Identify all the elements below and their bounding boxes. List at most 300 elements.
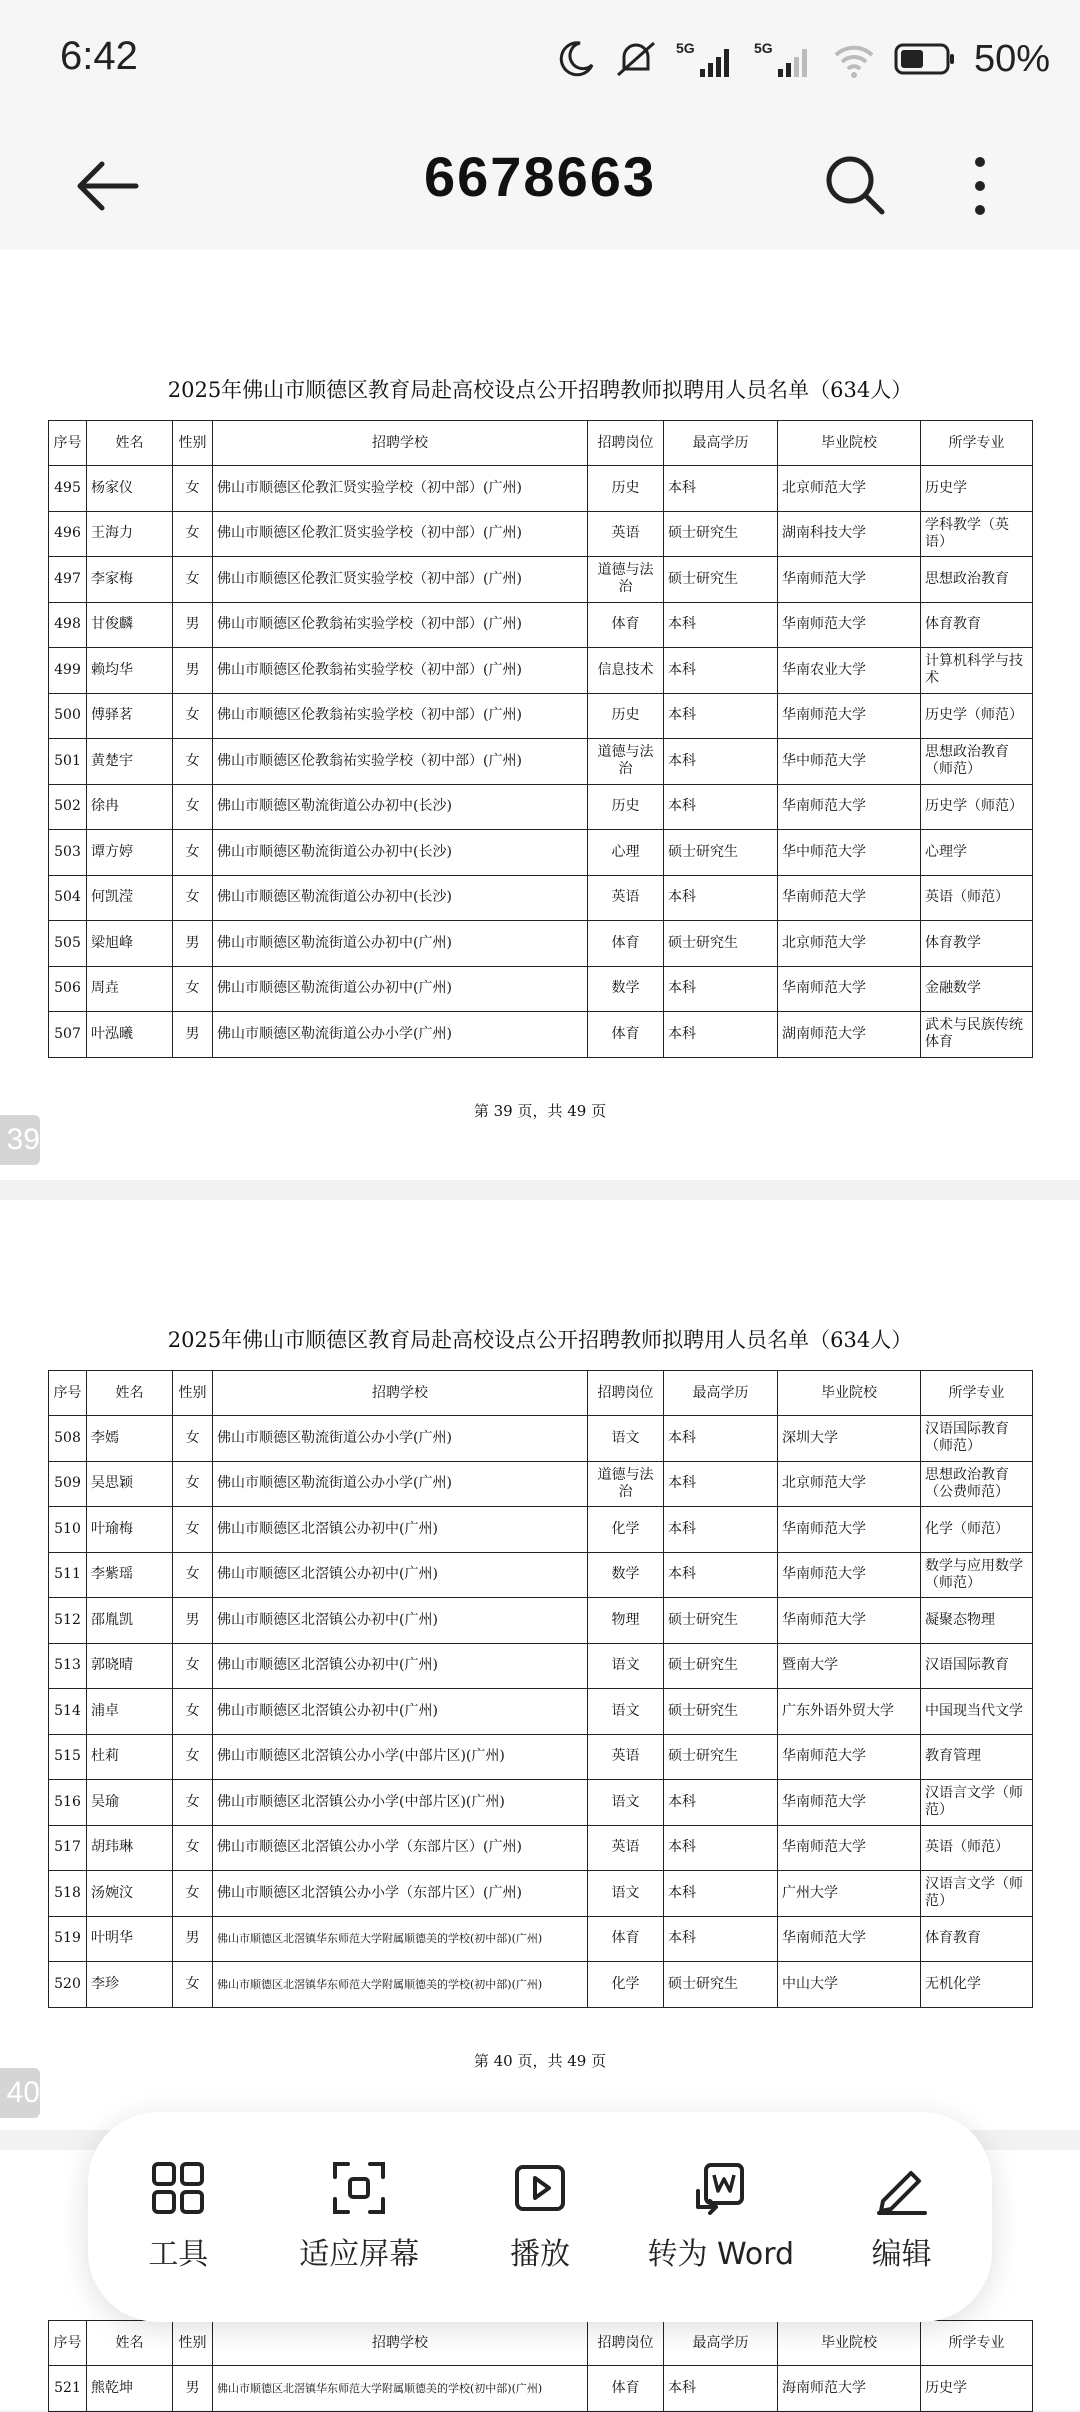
cell-school: 佛山市顺德区北滘镇公办初中(广州) — [213, 1643, 588, 1689]
cell-school: 佛山市顺德区伦教翁祐实验学校（初中部）(广州) — [213, 648, 588, 694]
cell-school: 佛山市顺德区勒流街道公办初中(长沙) — [213, 784, 588, 830]
cell-name: 李家梅 — [87, 557, 173, 603]
edit-button[interactable] — [817, 2161, 987, 2273]
table-row — [49, 693, 1033, 739]
cell-school: 佛山市顺德区北滘镇公办初中(广州) — [213, 1689, 588, 1735]
table-row — [49, 1461, 1033, 1507]
cell-position: 英语 — [588, 1825, 664, 1871]
cell-name: 汤婉汶 — [87, 1871, 173, 1917]
table-header-row — [49, 1371, 1033, 1416]
cell-graduate-school: 华中师范大学 — [778, 830, 921, 876]
cell-education: 硕士研究生 — [664, 1598, 778, 1644]
table-row — [49, 1598, 1033, 1644]
cell-name: 傅驿茗 — [87, 693, 173, 739]
header-cell: 招聘学校 — [213, 1371, 588, 1416]
cell-number: 495 — [49, 466, 87, 512]
cell-major: 金融数学 — [921, 966, 1033, 1012]
cell-number: 515 — [49, 1734, 87, 1780]
cell-gender: 男 — [173, 2366, 213, 2412]
table-row — [49, 739, 1033, 785]
header-cell: 姓名 — [87, 2321, 173, 2366]
header-cell: 序号 — [49, 421, 87, 466]
status-bar — [0, 0, 1080, 120]
cell-name: 李嫣 — [87, 1416, 173, 1462]
cell-number: 509 — [49, 1461, 87, 1507]
cell-major: 武术与民族传统体育 — [921, 1012, 1033, 1058]
cell-education: 硕士研究生 — [664, 1643, 778, 1689]
header-cell: 所学专业 — [921, 421, 1033, 466]
page-title: 2025年佛山市顺德区教育局赴高校设点公开招聘教师拟聘用人员名单（634人） — [167, 1328, 913, 1352]
cell-school: 佛山市顺德区伦教翁祐实验学校（初中部）(广州) — [213, 693, 588, 739]
cell-number: 516 — [49, 1780, 87, 1826]
table-row — [49, 648, 1033, 694]
cell-number: 518 — [49, 1871, 87, 1917]
tool-label: 播放 — [509, 2237, 570, 2272]
cell-graduate-school: 华南师范大学 — [778, 557, 921, 603]
cell-major: 汉语言文学（师范） — [921, 1780, 1033, 1826]
cell-gender: 女 — [173, 784, 213, 830]
cell-graduate-school: 暨南大学 — [778, 1643, 921, 1689]
cell-education: 硕士研究生 — [664, 1734, 778, 1780]
cell-education: 硕士研究生 — [664, 1962, 778, 2008]
cell-major: 心理学 — [921, 830, 1033, 876]
page-footer: 第 39 页，共 49 页 — [473, 1102, 607, 1120]
convert-word-icon — [694, 2161, 748, 2215]
cell-major: 中国现当代文学 — [921, 1689, 1033, 1735]
cell-number: 498 — [49, 602, 87, 648]
cell-graduate-school: 海南师范大学 — [778, 2366, 921, 2412]
table-row — [49, 1507, 1033, 1553]
cell-education: 本科 — [664, 693, 778, 739]
cell-school: 佛山市顺德区伦教汇贤实验学校（初中部）(广州) — [213, 511, 588, 557]
table-row — [49, 511, 1033, 557]
battery-icon — [894, 42, 956, 76]
table-row — [49, 1689, 1033, 1735]
cell-name: 叶瑜梅 — [87, 1507, 173, 1553]
cell-number: 521 — [49, 2366, 87, 2412]
cell-education: 本科 — [664, 1507, 778, 1553]
cell-education: 本科 — [664, 1552, 778, 1598]
cell-school: 佛山市顺德区勒流街道公办小学(广州) — [213, 1416, 588, 1462]
cell-graduate-school: 华中师范大学 — [778, 739, 921, 785]
cell-position: 体育 — [588, 1012, 664, 1058]
header-cell: 招聘岗位 — [588, 1371, 664, 1416]
mute-icon — [614, 39, 658, 79]
table-row — [49, 557, 1033, 603]
cell-gender: 女 — [173, 1461, 213, 1507]
signal-5g-icon — [676, 39, 736, 79]
cell-education: 本科 — [664, 466, 778, 512]
cell-major: 体育教学 — [921, 921, 1033, 967]
table-row — [49, 602, 1033, 648]
cell-name: 黄楚宇 — [87, 739, 173, 785]
cell-school: 佛山市顺德区北滘镇公办初中(广州) — [213, 1598, 588, 1644]
cell-name: 李珍 — [87, 1962, 173, 2008]
cell-number: 500 — [49, 693, 87, 739]
cell-gender: 男 — [173, 1598, 213, 1644]
cell-graduate-school: 华南师范大学 — [778, 875, 921, 921]
cell-education: 本科 — [664, 1012, 778, 1058]
header-cell: 招聘学校 — [213, 421, 588, 466]
cell-name: 胡玮琳 — [87, 1825, 173, 1871]
cell-major: 思想政治教育 — [921, 557, 1033, 603]
header-cell: 序号 — [49, 1371, 87, 1416]
cell-position: 心理 — [588, 830, 664, 876]
cell-school: 佛山市顺德区北滘镇公办初中(广州) — [213, 1507, 588, 1553]
cell-major: 思想政治教育（师范） — [921, 739, 1033, 785]
cell-major: 学科教学（英语） — [921, 511, 1033, 557]
cell-position: 历史 — [588, 693, 664, 739]
cell-school: 佛山市顺德区勒流街道公办初中(广州) — [213, 921, 588, 967]
header-cell: 姓名 — [87, 1371, 173, 1416]
cell-position: 语文 — [588, 1871, 664, 1917]
table-row — [49, 921, 1033, 967]
tool-label: 转为 Word — [647, 2237, 795, 2272]
pencil-icon — [875, 2161, 929, 2215]
cell-number: 508 — [49, 1416, 87, 1462]
cell-gender: 女 — [173, 466, 213, 512]
cell-major: 汉语言文学（师范） — [921, 1871, 1033, 1917]
cell-education: 本科 — [664, 966, 778, 1012]
cell-position: 体育 — [588, 1916, 664, 1962]
cell-education: 硕士研究生 — [664, 511, 778, 557]
bottom-toolbar — [88, 2112, 992, 2322]
cell-gender: 女 — [173, 1416, 213, 1462]
cell-school: 佛山市顺德区勒流街道公办小学(广州) — [213, 1461, 588, 1507]
cell-position: 英语 — [588, 511, 664, 557]
roster-table — [48, 420, 1033, 1058]
roster-table — [48, 1370, 1033, 2008]
header-cell: 毕业院校 — [778, 421, 921, 466]
cell-graduate-school: 华南师范大学 — [778, 1552, 921, 1598]
cell-number: 517 — [49, 1825, 87, 1871]
table-row — [49, 1734, 1033, 1780]
cell-school: 佛山市顺德区伦教汇贤实验学校（初中部）(广州) — [213, 557, 588, 603]
cell-gender: 女 — [173, 557, 213, 603]
cell-name: 赖均华 — [87, 648, 173, 694]
more-options-button[interactable] — [960, 146, 1000, 226]
cell-major: 历史学（师范） — [921, 784, 1033, 830]
cell-education: 本科 — [664, 602, 778, 648]
tool-label: 编辑 — [871, 2237, 932, 2272]
cell-education: 本科 — [664, 1461, 778, 1507]
header-cell: 最高学历 — [664, 2321, 778, 2366]
cell-gender: 女 — [173, 1689, 213, 1735]
fit-screen-button[interactable] — [274, 2161, 444, 2273]
cell-school: 佛山市顺德区北滘镇华东师范大学附属顺德美的学校(初中部)(广州) — [213, 2366, 588, 2412]
cell-number: 504 — [49, 875, 87, 921]
cell-gender: 女 — [173, 1507, 213, 1553]
tool-label: 工具 — [148, 2237, 209, 2272]
cell-education: 本科 — [664, 1825, 778, 1871]
cell-education: 本科 — [664, 648, 778, 694]
document-page — [0, 250, 1080, 1180]
cell-gender: 男 — [173, 1916, 213, 1962]
cell-position: 历史 — [588, 466, 664, 512]
header-cell: 招聘岗位 — [588, 421, 664, 466]
cell-number: 499 — [49, 648, 87, 694]
header-cell: 性别 — [173, 2321, 213, 2366]
cell-number: 513 — [49, 1643, 87, 1689]
cell-name: 吴瑜 — [87, 1780, 173, 1826]
signal-5g-icon-2 — [754, 39, 814, 79]
cell-gender: 女 — [173, 1780, 213, 1826]
cell-name: 梁旭峰 — [87, 921, 173, 967]
cell-number: 512 — [49, 1598, 87, 1644]
cell-gender: 女 — [173, 693, 213, 739]
table-row — [49, 1916, 1033, 1962]
cell-number: 496 — [49, 511, 87, 557]
cell-graduate-school: 华南农业大学 — [778, 648, 921, 694]
table-row — [49, 1825, 1033, 1871]
cell-position: 历史 — [588, 784, 664, 830]
cell-education: 本科 — [664, 875, 778, 921]
wifi-icon — [832, 39, 876, 79]
cell-name: 杨家仪 — [87, 466, 173, 512]
cell-school: 佛山市顺德区勒流街道公办初中(广州) — [213, 966, 588, 1012]
cell-name: 谭方婷 — [87, 830, 173, 876]
cell-graduate-school: 华南师范大学 — [778, 1825, 921, 1871]
cell-school: 佛山市顺德区伦教翁祐实验学校（初中部）(广州) — [213, 602, 588, 648]
header-cell: 最高学历 — [664, 1371, 778, 1416]
cell-name: 徐冉 — [87, 784, 173, 830]
cell-education: 硕士研究生 — [664, 557, 778, 603]
cell-major: 体育教育 — [921, 602, 1033, 648]
cell-name: 周垚 — [87, 966, 173, 1012]
cell-gender: 女 — [173, 1552, 213, 1598]
cell-gender: 女 — [173, 739, 213, 785]
cell-major: 化学（师范） — [921, 1507, 1033, 1553]
cell-name: 邵胤凯 — [87, 1598, 173, 1644]
cell-major: 数学与应用数学（师范） — [921, 1552, 1033, 1598]
cell-number: 519 — [49, 1916, 87, 1962]
cell-gender: 女 — [173, 875, 213, 921]
cell-position: 数学 — [588, 966, 664, 1012]
cell-major: 英语（师范） — [921, 1825, 1033, 1871]
cell-gender: 女 — [173, 1825, 213, 1871]
header-cell: 毕业院校 — [778, 2321, 921, 2366]
table-row — [49, 466, 1033, 512]
cell-position: 信息技术 — [588, 648, 664, 694]
header-cell: 姓名 — [87, 421, 173, 466]
cell-major: 体育教育 — [921, 1916, 1033, 1962]
cell-number: 510 — [49, 1507, 87, 1553]
cell-education: 本科 — [664, 2366, 778, 2412]
header-cell: 最高学历 — [664, 421, 778, 466]
cell-major: 历史学（师范） — [921, 693, 1033, 739]
table-body — [49, 466, 1033, 1058]
cell-gender: 女 — [173, 966, 213, 1012]
cell-name: 杜莉 — [87, 1734, 173, 1780]
cell-number: 507 — [49, 1012, 87, 1058]
cell-school: 佛山市顺德区勒流街道公办小学(广州) — [213, 1012, 588, 1058]
cell-gender: 女 — [173, 830, 213, 876]
cell-gender: 女 — [173, 1734, 213, 1780]
cell-name: 甘俊麟 — [87, 602, 173, 648]
grid-icon — [151, 2161, 205, 2215]
table-header-row — [49, 2321, 1033, 2366]
cell-major: 无机化学 — [921, 1962, 1033, 2008]
header-cell: 毕业院校 — [778, 1371, 921, 1416]
cell-education: 本科 — [664, 1916, 778, 1962]
status-icons — [556, 34, 1050, 84]
cell-position: 语文 — [588, 1689, 664, 1735]
search-icon — [820, 150, 890, 220]
table-row — [49, 2366, 1033, 2412]
roster-table — [48, 2320, 1033, 2412]
cell-name: 王海力 — [87, 511, 173, 557]
play-icon — [513, 2161, 567, 2215]
table-row — [49, 1962, 1033, 2008]
cell-graduate-school: 华南师范大学 — [778, 1916, 921, 1962]
cell-position: 体育 — [588, 921, 664, 967]
cell-school: 佛山市顺德区北滘镇公办初中(广州) — [213, 1552, 588, 1598]
cell-number: 506 — [49, 966, 87, 1012]
header-cell: 性别 — [173, 1371, 213, 1416]
cell-name: 叶明华 — [87, 1916, 173, 1962]
cell-graduate-school: 北京师范大学 — [778, 921, 921, 967]
cell-number: 502 — [49, 784, 87, 830]
table-row — [49, 875, 1033, 921]
app-bar — [0, 120, 1080, 250]
cell-number: 511 — [49, 1552, 87, 1598]
cell-name: 吴思颖 — [87, 1461, 173, 1507]
cell-graduate-school: 华南师范大学 — [778, 784, 921, 830]
table-row — [49, 830, 1033, 876]
cell-name: 李紫瑶 — [87, 1552, 173, 1598]
cell-name: 浦卓 — [87, 1689, 173, 1735]
cell-school: 佛山市顺德区伦教翁祐实验学校（初中部）(广州) — [213, 739, 588, 785]
cell-number: 501 — [49, 739, 87, 785]
table-row — [49, 1643, 1033, 1689]
cell-education: 本科 — [664, 739, 778, 785]
cell-number: 505 — [49, 921, 87, 967]
cell-name: 何凯滢 — [87, 875, 173, 921]
cell-major: 凝聚态物理 — [921, 1598, 1033, 1644]
cell-school: 佛山市顺德区北滘镇公办小学（东部片区）(广州) — [213, 1871, 588, 1917]
convert-to-word-button[interactable] — [636, 2161, 806, 2273]
cell-graduate-school: 深圳大学 — [778, 1416, 921, 1462]
cell-school: 佛山市顺德区北滘镇公办小学(中部片区)(广州) — [213, 1780, 588, 1826]
cell-number: 514 — [49, 1689, 87, 1735]
cell-education: 本科 — [664, 784, 778, 830]
table-row — [49, 966, 1033, 1012]
cell-graduate-school: 华南师范大学 — [778, 966, 921, 1012]
page-number-badge: 39 — [0, 1115, 40, 1165]
tools-button[interactable] — [93, 2161, 263, 2273]
battery-percentage: 50% — [973, 37, 1050, 80]
cell-position: 语文 — [588, 1643, 664, 1689]
document-page — [0, 1200, 1080, 2130]
table-row — [49, 1871, 1033, 1917]
cell-gender: 男 — [173, 1012, 213, 1058]
cell-position: 道德与法治 — [588, 1461, 664, 1507]
cell-position: 化学 — [588, 1962, 664, 2008]
cell-graduate-school: 广州大学 — [778, 1871, 921, 1917]
play-button[interactable] — [455, 2161, 625, 2273]
cell-education: 硕士研究生 — [664, 830, 778, 876]
cell-graduate-school: 华南师范大学 — [778, 693, 921, 739]
cell-education: 硕士研究生 — [664, 1689, 778, 1735]
cell-school: 佛山市顺德区北滘镇公办小学(中部片区)(广州) — [213, 1734, 588, 1780]
page-number-badge: 40 — [0, 2068, 40, 2118]
cell-major: 汉语国际教育 — [921, 1643, 1033, 1689]
table-body — [49, 1416, 1033, 2008]
cell-education: 本科 — [664, 1416, 778, 1462]
cell-education: 硕士研究生 — [664, 921, 778, 967]
table-row — [49, 1780, 1033, 1826]
cell-number: 503 — [49, 830, 87, 876]
cell-position: 数学 — [588, 1552, 664, 1598]
cell-gender: 男 — [173, 921, 213, 967]
cell-major: 思想政治教育（公费师范） — [921, 1461, 1033, 1507]
page-title: 2025年佛山市顺德区教育局赴高校设点公开招聘教师拟聘用人员名单（634人） — [167, 378, 913, 402]
cell-school: 佛山市顺德区北滘镇华东师范大学附属顺德美的学校(初中部)(广州) — [213, 1962, 588, 2008]
cell-graduate-school: 湖南师范大学 — [778, 1012, 921, 1058]
table-body — [49, 2366, 1033, 2412]
cell-graduate-school: 华南师范大学 — [778, 1780, 921, 1826]
cell-graduate-school: 中山大学 — [778, 1962, 921, 2008]
cell-major: 历史学 — [921, 466, 1033, 512]
cell-number: 497 — [49, 557, 87, 603]
cell-gender: 女 — [173, 1962, 213, 2008]
cell-school: 佛山市顺德区伦教汇贤实验学校（初中部）(广州) — [213, 466, 588, 512]
cell-graduate-school: 华南师范大学 — [778, 1598, 921, 1644]
cell-school: 佛山市顺德区勒流街道公办初中(长沙) — [213, 875, 588, 921]
cell-major: 汉语国际教育（师范） — [921, 1416, 1033, 1462]
cell-graduate-school: 湖南科技大学 — [778, 511, 921, 557]
cell-name: 叶泓曦 — [87, 1012, 173, 1058]
header-cell: 招聘学校 — [213, 2321, 588, 2366]
cell-position: 化学 — [588, 1507, 664, 1553]
header-cell: 序号 — [49, 2321, 87, 2366]
cell-school: 佛山市顺德区北滘镇华东师范大学附属顺德美的学校(初中部)(广州) — [213, 1916, 588, 1962]
cell-graduate-school: 华南师范大学 — [778, 1507, 921, 1553]
cell-education: 本科 — [664, 1871, 778, 1917]
more-vertical-icon — [960, 146, 1000, 226]
page-footer: 第 40 页，共 49 页 — [473, 2052, 607, 2070]
cell-graduate-school: 广东外语外贸大学 — [778, 1689, 921, 1735]
cell-gender: 女 — [173, 511, 213, 557]
cell-graduate-school: 华南师范大学 — [778, 602, 921, 648]
fit-screen-icon — [332, 2161, 386, 2215]
cell-gender: 男 — [173, 602, 213, 648]
svg-text:5G: 5G — [753, 40, 773, 56]
cell-name: 郭晓晴 — [87, 1643, 173, 1689]
cell-number: 520 — [49, 1962, 87, 2008]
search-button[interactable] — [820, 150, 890, 220]
table-row — [49, 1552, 1033, 1598]
cell-position: 道德与法治 — [588, 557, 664, 603]
cell-position: 体育 — [588, 2366, 664, 2412]
cell-school: 佛山市顺德区勒流街道公办初中(长沙) — [213, 830, 588, 876]
cell-graduate-school: 北京师范大学 — [778, 466, 921, 512]
cell-name: 熊乾坤 — [87, 2366, 173, 2412]
header-cell: 招聘岗位 — [588, 2321, 664, 2366]
cell-position: 道德与法治 — [588, 739, 664, 785]
cell-gender: 男 — [173, 648, 213, 694]
cell-education: 本科 — [664, 1780, 778, 1826]
do-not-disturb-icon — [556, 39, 596, 79]
header-cell: 所学专业 — [921, 1371, 1033, 1416]
cell-position: 英语 — [588, 875, 664, 921]
cell-gender: 女 — [173, 1871, 213, 1917]
cell-major: 历史学 — [921, 2366, 1033, 2412]
cell-school: 佛山市顺德区北滘镇公办小学（东部片区）(广州) — [213, 1825, 588, 1871]
table-header-row — [49, 421, 1033, 466]
cell-position: 物理 — [588, 1598, 664, 1644]
cell-gender: 女 — [173, 1643, 213, 1689]
